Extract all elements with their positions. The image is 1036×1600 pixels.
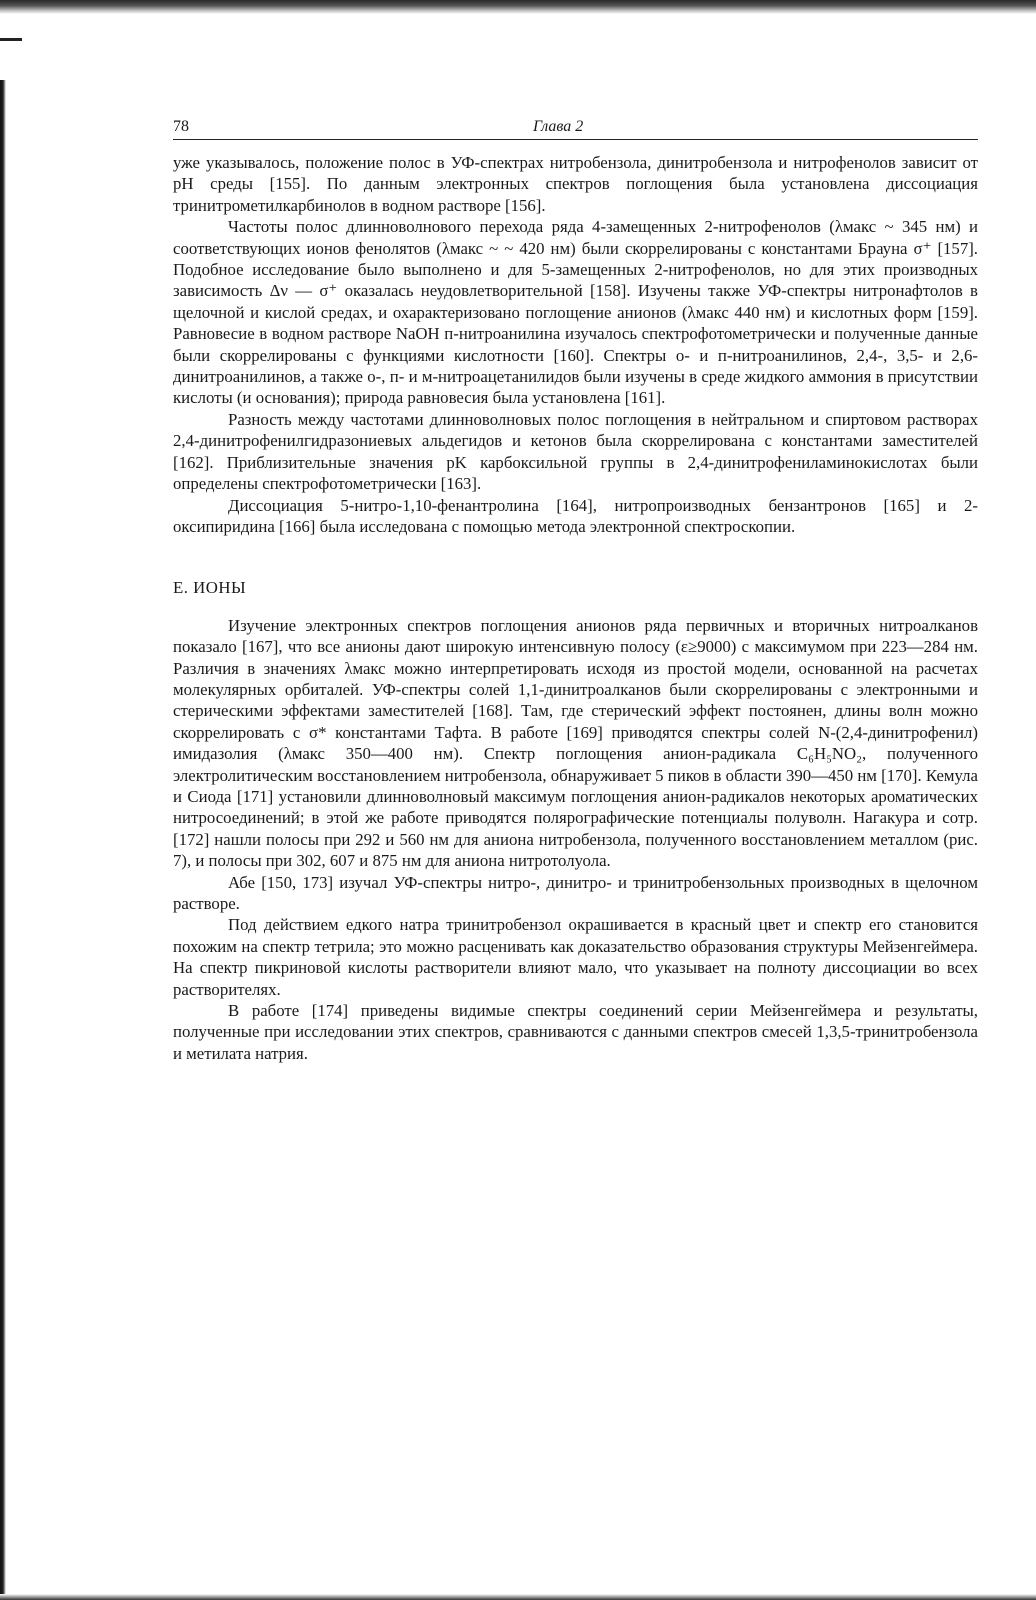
paragraph: Диссоциация 5-нитро-1,10-фенантролина [164], нитропроизводных бензантронов [165] и 2-оксипиридина [166] была исследована с помощью метода электронной спектроскопии. <box>173 495 978 536</box>
scan-mark <box>0 38 22 41</box>
paragraph: Частоты полос длинноволнового перехода ряда 4-замещенных 2-нитрофенолов (λмакс ~ 345 нм) и соответствующих ионов фенолятов (λмакс ~ ~ 420 нм) были скоррелированы с константами Брауна σ⁺ [157]. Подобное исследование было выполнено и для 5-замещенных 2-нитрофенолов, но для этих производных зависимость Δν — σ⁺ оказалась неудовлетворительной [158]. Изучены также УФ-спектры нитронафтолов в щелочной и кислой средах, и охарактеризовано поглощение анионов (λмакс 440 нм) и кислотных форм [159]. Равновесие в водном растворе NaOH п-нитроанилина изучалось спектрофотометрически и полученные данные были скоррелированы с функциями кислотности [160]. Спектры о- и п-нитроанилинов, 2,4-, 3,5- и 2,6-динитроанилинов, а также о-, п- и м-нитроацетанилидов были изучены в среде жидкого аммония в присутствии кислоты (и основания); природа равновесия была установлена [161]. <box>173 217 978 408</box>
paragraph: В работе [174] приведены видимые спектры соединений серии Мейзенгеймера и результаты, полученные при исследовании этих спектров, сравниваются с данными спектров смесей 1,3,5-тринитробензола и метилата натрия. <box>173 1001 978 1063</box>
book-page <box>173 114 978 1064</box>
paragraph: Под действием едкого натра тринитробензол окрашивается в красный цвет и спектр его становится похожим на спектр тетрила; это можно расценивать как доказательство образования структуры Мейзенгеймера. На спектр пикриновой кислоты растворители влияют мало, что указывает на полноту диссоциации во всех растворителях. <box>173 915 978 999</box>
paragraph: Разность между частотами длинноволновых полос поглощения в нейтральном и спиртовом растворах 2,4-динитрофенилгидразониевых альдегидов и кетонов была скоррелирована с константами заместителей [162]. Приблизительные значения pK карбоксильной группы в 2,4-динитрофениламинокислотах были определены спектрофотометрически [163]. <box>173 409 978 494</box>
page-header <box>173 114 978 140</box>
scan-edge-bottom <box>0 1594 1036 1600</box>
page-number: 78 <box>173 118 189 135</box>
running-head: Глава 2 <box>533 118 584 135</box>
paragraph: уже указывалось, положение полос в УФ-спектрах нитробензола, динитробензола и нитрофенолов зависит от pH среды [155]. По данным электронных спектров поглощения была установлена диссоциация тринитрометилкарбинолов в водном растворе [156]. <box>173 153 978 215</box>
paragraph: Изучение электронных спектров поглощения анионов ряда первичных и вторичных нитроалканов показало [167], что все анионы дают широкую интенсивную полосу (ε≥9000) с максимумом при 223—284 нм. Различия в значениях λмакс можно интерпретировать исходя из простой модели, основанной на расчетах молекулярных орбиталей. УФ-спектры солей 1,1-динитроалканов были скоррелированы с электронными и стерическими эффектами заместителей [168]. Там, где стерический эффект постоянен, длины волн можно скоррелировать с σ* константами Тафта. В работе [169] приводятся спектры солей N-(2,4-динитрофенил) имидазолия (λмакс 350—400 нм). Спектр поглощения анион-радикала C₆H₅NO₂, полученного электролитическим восстановлением нитробензола, обнаруживает 5 пиков в области 390—450 нм [170]. Кемула и Сиода [171] установили длинноволновый максимум поглощения анион-радикалов некоторых ароматических нитросоединений; в этой же работе приводятся полярографические потенциалы полуволн. Нагакура и сотр. [172] нашли полосы при 292 и 560 нм для аниона нитробензола, полученного восстановлением металлом (рис. 7), и полосы при 302, 607 и 875 нм для аниона нитротолуола. <box>173 615 978 871</box>
scan-edge-left <box>0 80 6 1600</box>
body-text <box>173 152 978 1064</box>
section-heading: Е. ИОНЫ <box>173 578 247 598</box>
paragraph: Абе [150, 173] изучал УФ-спектры нитро-, динитро- и тринитробензольных производных в щелочном растворе. <box>173 872 978 913</box>
scan-edge-top <box>0 0 1036 14</box>
